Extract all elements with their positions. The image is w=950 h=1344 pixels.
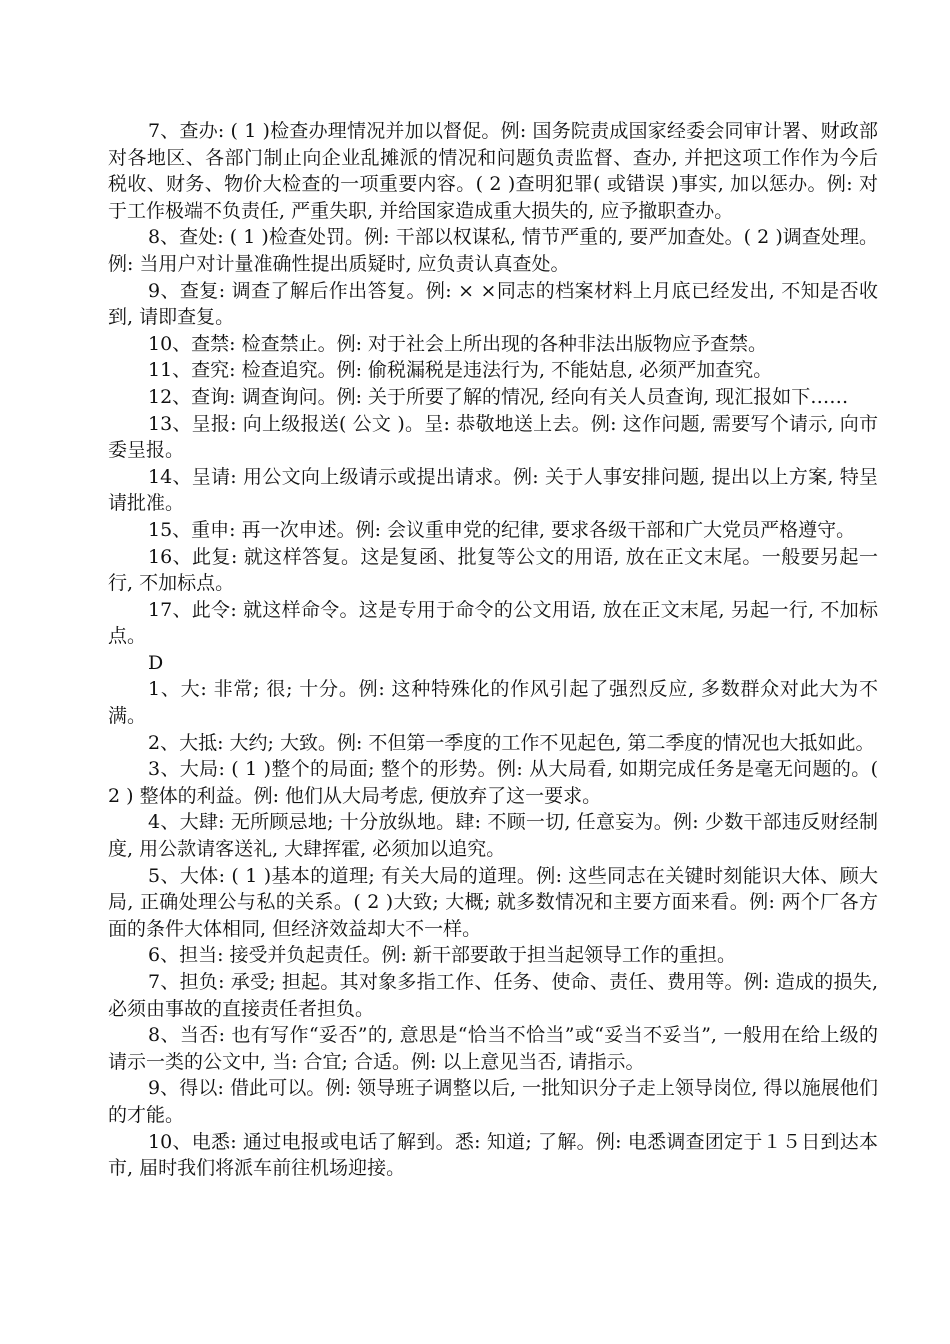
entry-c-15: 15、重申: 再一次申述。例: 会议重申党的纪律, 要求各级干部和广大党员严格遵守。 bbox=[148, 518, 856, 541]
entry-d-5: 5、大体: ( 1 )基本的道理; 有关大局的道理。例: 这些同志在关键时刻能识大体、顾大局, 正确处理公与私的关系。( 2 )大致; 大概; 就多数情况和主要方面来看。例: 两个厂各方面的条件大体相同, 但经济效益却大不一样。 bbox=[108, 864, 878, 940]
entry-d-6: 6、担当: 接受并负起责任。例: 新干部要敢于担当起领导工作的重担。 bbox=[148, 944, 736, 967]
entry-d-7: 7、担负: 承受; 担起。其对象多指工作、任务、使命、责任、费用等。例: 造成的损失, 必须由事故的直接责任者担负。 bbox=[108, 971, 878, 1020]
document-body bbox=[108, 118, 878, 1182]
entry-c-8: 8、查处: ( 1 )检查处罚。例: 干部以权谋私, 情节严重的, 要严加查处。( 2 )调查处理。例: 当用户对计量准确性提出质疑时, 应负责认真查处。 bbox=[108, 226, 878, 275]
entry-d-4: 4、大肆: 无所顾忌地; 十分放纵地。肆: 不顾一切, 任意妄为。例: 少数干部违反财经制度, 用公款请客送礼, 大肆挥霍, 必须加以追究。 bbox=[108, 811, 878, 861]
section-letter-d: D bbox=[148, 651, 164, 674]
entry-c-9: 9、查复: 调查了解后作出答复。例: × ×同志的档案材料上月底已经发出, 不知是否收到, 请即查复。 bbox=[108, 279, 878, 329]
entry-c-14: 14、呈请: 用公文向上级请示或提出请求。例: 关于人事安排问题, 提出以上方案, 特呈请批准。 bbox=[108, 465, 878, 515]
entry-d-10: 10、电悉: 通过电报或电话了解到。悉: 知道; 了解。例: 电悉调查团定于１５日到达本市, 届时我们将派车前往机场迎接。 bbox=[108, 1130, 878, 1180]
entry-c-17: 17、此令: 就这样命令。这是专用于命令的公文用语, 放在正文末尾, 另起一行, 不加标点。 bbox=[108, 598, 878, 648]
entry-d-9: 9、得以: 借此可以。例: 领导班子调整以后, 一批知识分子走上领导岗位, 得以施展他们的才能。 bbox=[108, 1077, 878, 1126]
entry-c-7: 7、查办: ( 1 )检查办理情况并加以督促。例: 国务院责成国家经委会同审计署、财政部对各地区、各部门制止向企业乱摊派的情况和问题负责监督、查办, 并把这项工作作为今后税收、财务、物价大检查的一项重要内容。( 2 )查明犯罪( 或错误 )事实, 加以惩办。例: 对于工作极端不负责任, 严重失职, 并给国家造成重大损失的, 应予撤职查办。 bbox=[108, 120, 878, 222]
entry-d-1: 1、大: 非常; 很; 十分。例: 这种特殊化的作风引起了强烈反应, 多数群众对此大为不满。 bbox=[108, 678, 878, 728]
entry-c-10: 10、查禁: 检查禁止。例: 对于社会上所出现的各种非法出版物应予查禁。 bbox=[148, 332, 768, 355]
entry-c-13: 13、呈报: 向上级报送( 公文 )。呈: 恭敬地送上去。例: 这作问题, 需要写个请示, 向市委呈报。 bbox=[108, 412, 878, 462]
entry-c-12: 12、查询: 调查询问。例: 关于所要了解的情况, 经向有关人员查询, 现汇报如下…… bbox=[148, 385, 849, 408]
entry-d-2: 2、大抵: 大约; 大致。例: 不但第一季度的工作不见起色, 第二季度的情况也大抵如此。 bbox=[148, 731, 875, 754]
entry-d-8: 8、当否: 也有写作“妥否”的, 意思是“恰当不恰当”或“妥当不妥当”, 一般用在给上级的请示一类的公文中, 当: 合宜; 合适。例: 以上意见当否, 请指示。 bbox=[108, 1024, 878, 1073]
entry-d-3: 3、大局: ( 1 )整个的局面; 整个的形势。例: 从大局看, 如期完成任务是毫无问题的。( 2 ) 整体的利益。例: 他们从大局考虑, 便放弃了这一要求。 bbox=[108, 758, 878, 807]
entry-c-16: 16、此复: 就这样答复。这是复函、批复等公文的用语, 放在正文末尾。一般要另起一行, 不加标点。 bbox=[108, 545, 878, 595]
entry-c-11: 11、查究: 检查追究。例: 偷税漏税是违法行为, 不能姑息, 必须严加查究。 bbox=[148, 359, 773, 382]
